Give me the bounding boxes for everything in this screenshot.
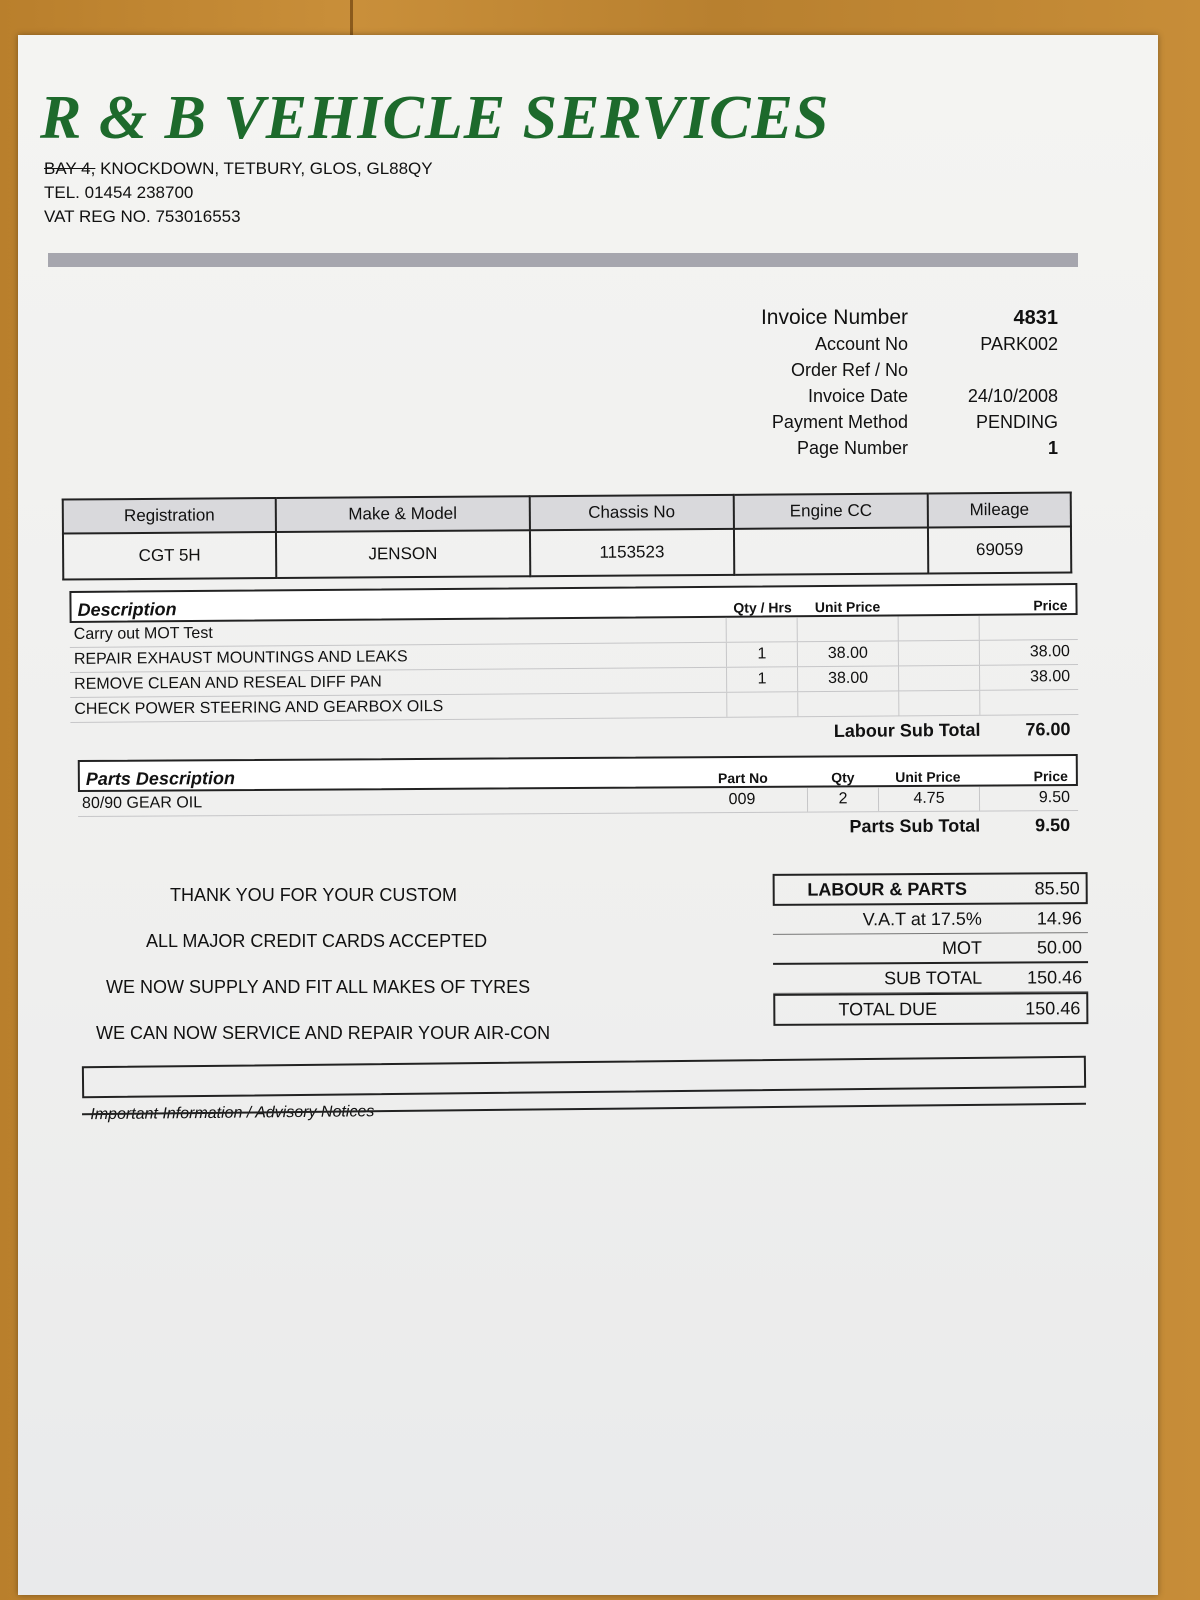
meta-value: 24/10/2008 bbox=[967, 385, 1058, 406]
vehicle-table bbox=[62, 491, 1073, 580]
company-tel: TEL. 01454 238700 bbox=[44, 183, 194, 202]
meta-row bbox=[728, 435, 1058, 461]
parts-unit: 4.75 bbox=[878, 787, 979, 812]
vehicle-registration: CGT 5H bbox=[63, 532, 276, 579]
parts-desc: 80/90 GEAR OIL bbox=[81, 794, 203, 813]
labour-desc: CHECK POWER STEERING AND GEARBOX OILS bbox=[74, 698, 444, 718]
company-name: R & B VEHICLE SERVICES bbox=[40, 84, 830, 152]
total-value: 50.00 bbox=[1036, 936, 1083, 957]
total-value: 150.46 bbox=[1027, 966, 1083, 987]
message-line: WE NOW SUPPLY AND FIT ALL MAKES OF TYRES bbox=[106, 977, 531, 997]
vehicle-header: Mileage bbox=[928, 492, 1071, 527]
meta-label: Order Ref / No bbox=[790, 359, 908, 380]
parts-unit-header: Unit Price bbox=[895, 768, 961, 786]
message-line: WE CAN NOW SERVICE AND REPAIR YOUR AIR-CON bbox=[96, 1023, 551, 1043]
labour-desc: REMOVE CLEAN AND RESEAL DIFF PAN bbox=[74, 673, 382, 693]
labour-qty-header: Qty / Hrs bbox=[733, 599, 792, 616]
labour-unit-header: Unit Price bbox=[814, 598, 881, 616]
total-value: 14.96 bbox=[1036, 907, 1082, 928]
labour-empty bbox=[898, 616, 979, 641]
vehicle-engine-cc bbox=[734, 527, 928, 574]
meta-value: PARK002 bbox=[980, 333, 1058, 354]
meta-value: PENDING bbox=[975, 411, 1058, 432]
parts-partno-header: Part No bbox=[717, 769, 768, 787]
labour-qty bbox=[726, 692, 797, 717]
address-struck: BAY 4, bbox=[44, 159, 96, 178]
parts-qty: 2 bbox=[807, 787, 878, 811]
parts-subtotal-label: Parts Sub Total bbox=[849, 815, 981, 836]
total-row bbox=[773, 963, 1088, 994]
labour-price bbox=[979, 690, 1078, 715]
message-line: THANK YOU FOR YOUR CUSTOM bbox=[170, 885, 458, 905]
labour-unit: 38.00 bbox=[797, 641, 898, 666]
labour-qty: 1 bbox=[726, 667, 797, 692]
labour-qty bbox=[726, 617, 797, 642]
labour-qty: 1 bbox=[726, 642, 797, 667]
labour-price bbox=[979, 615, 1078, 640]
parts-partno: 009 bbox=[728, 790, 756, 809]
invoice-paper bbox=[18, 35, 1158, 1595]
vehicle-header: Engine CC bbox=[734, 493, 928, 528]
vehicle-header: Chassis No bbox=[529, 495, 734, 530]
advisory-label: Important Information / Advisory Notices bbox=[90, 1103, 375, 1124]
labour-empty-header bbox=[898, 614, 978, 615]
parts-subtotal bbox=[78, 811, 1078, 845]
labour-empty bbox=[898, 641, 979, 666]
vehicle-chassis: 1153523 bbox=[529, 529, 734, 576]
labour-empty bbox=[898, 691, 979, 716]
total-row bbox=[773, 933, 1088, 965]
total-row bbox=[773, 872, 1088, 906]
invoice-meta bbox=[728, 305, 1058, 461]
total-due-row bbox=[773, 992, 1088, 1026]
labour-price-header: Price bbox=[1033, 597, 1068, 614]
meta-row bbox=[728, 331, 1058, 357]
total-label: SUB TOTAL bbox=[884, 967, 983, 988]
meta-row bbox=[728, 357, 1058, 383]
meta-label: Payment Method bbox=[771, 411, 908, 432]
totals-box bbox=[773, 872, 1089, 1026]
total-label: MOT bbox=[941, 937, 983, 958]
labour-price: 38.00 bbox=[979, 665, 1078, 690]
labour-desc-header: Description bbox=[77, 599, 177, 620]
parts-price-header: Price bbox=[1033, 768, 1068, 785]
vehicle-mileage: 69059 bbox=[928, 526, 1071, 573]
total-label: TOTAL DUE bbox=[838, 998, 938, 1019]
vehicle-header: Make & Model bbox=[276, 496, 530, 532]
total-value: 85.50 bbox=[1034, 877, 1080, 898]
labour-unit: 38.00 bbox=[797, 666, 898, 691]
parts-price: 9.50 bbox=[979, 786, 1078, 811]
meta-value: 4831 bbox=[1013, 306, 1058, 329]
labour-empty bbox=[898, 666, 979, 691]
header-rule bbox=[48, 253, 1078, 267]
address-text: KNOCKDOWN, TETBURY, GLOS, GL88QY bbox=[95, 159, 433, 178]
parts-qty-header: Qty bbox=[831, 769, 855, 786]
vehicle-make-model: JENSON bbox=[276, 530, 530, 578]
total-label: V.A.T at 17.5% bbox=[862, 908, 982, 929]
footer-messages bbox=[88, 885, 608, 1069]
meta-label: Page Number bbox=[796, 437, 908, 458]
vehicle-header: Registration bbox=[63, 498, 276, 533]
labour-price: 38.00 bbox=[979, 640, 1078, 665]
parts-subtotal-value: 9.50 bbox=[1035, 814, 1071, 835]
meta-label: Invoice Number bbox=[760, 306, 908, 329]
labour-desc: Carry out MOT Test bbox=[73, 624, 213, 643]
meta-label: Invoice Date bbox=[807, 385, 908, 406]
company-vat: VAT REG NO. 753016553 bbox=[44, 207, 241, 226]
company-address bbox=[44, 159, 433, 179]
meta-row bbox=[728, 409, 1058, 435]
labour-subtotal-label: Labour Sub Total bbox=[833, 719, 981, 741]
meta-value: 1 bbox=[1047, 437, 1058, 458]
total-label: LABOUR & PARTS bbox=[807, 878, 968, 900]
labour-unit bbox=[797, 616, 898, 641]
meta-label: Account No bbox=[814, 333, 908, 354]
labour-desc: REPAIR EXHAUST MOUNTINGS AND LEAKS bbox=[73, 648, 408, 668]
labour-subtotal-value: 76.00 bbox=[1025, 718, 1071, 739]
meta-row bbox=[728, 305, 1058, 331]
labour-unit bbox=[797, 691, 898, 716]
parts-section bbox=[78, 754, 1079, 845]
meta-row bbox=[728, 383, 1058, 409]
labour-section bbox=[69, 583, 1078, 751]
parts-desc-header: Parts Description bbox=[85, 768, 235, 790]
total-row bbox=[773, 904, 1088, 935]
message-line: ALL MAJOR CREDIT CARDS ACCEPTED bbox=[146, 931, 488, 951]
total-value: 150.46 bbox=[1025, 997, 1081, 1019]
